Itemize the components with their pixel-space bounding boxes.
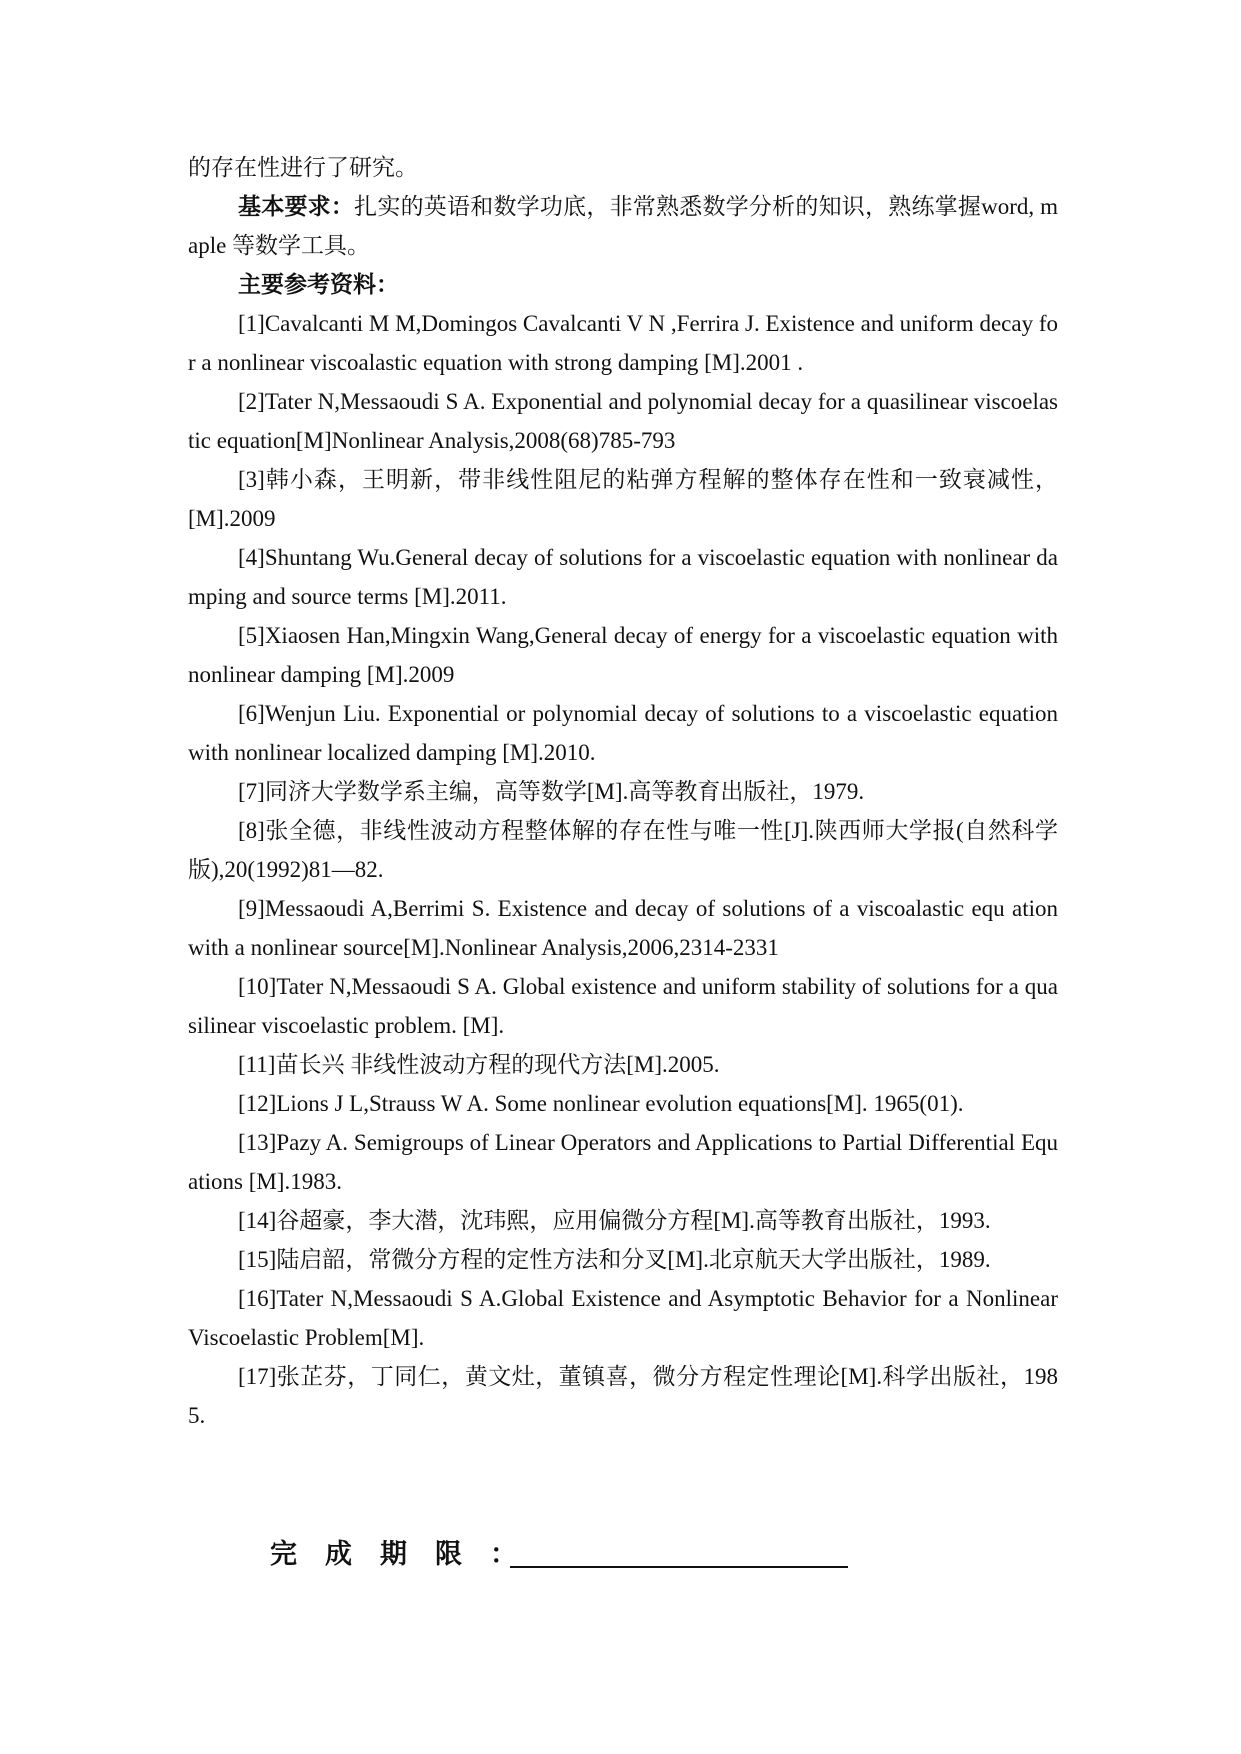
reference-item: [17]张芷芬，丁同仁，黄文灶，董镇喜，微分方程定性理论[M].科学出版社，1985. <box>188 1364 1058 1428</box>
reference-item: [13]Pazy A. Semigroups of Linear Operators and Applications to Partial Differential Equations [M].1983. <box>188 1130 1058 1194</box>
reference-item: [2]Tater N,Messaoudi S A. Exponential and polynomial decay for a quasilinear viscoelastic equation[M]Nonlinear Analysis,2008(68)785-793 <box>188 389 1058 453</box>
reference-item: [16]Tater N,Messaoudi S A.Global Existence and Asymptotic Behavior for a Nonlinear Viscoelastic Problem[M]. <box>188 1286 1058 1350</box>
reference-item: [14]谷超豪，李大潜，沈玮熙，应用偏微分方程[M].高等教育出版社，1993. <box>238 1208 991 1233</box>
reference-item: [5]Xiaosen Han,Mingxin Wang,General decay of energy for a viscoelastic equation with nonlinear damping [M].2009 <box>188 623 1058 687</box>
reference-item: [12]Lions J L,Strauss W A. Some nonlinear evolution equations[M]. 1965(01). <box>238 1091 964 1116</box>
reference-item: [3]韩小森，王明新，带非线性阻尼的粘弹方程解的整体存在性和一致衰减性，[M].2009 <box>188 467 1058 531</box>
reference-list <box>188 304 1058 1435</box>
requirements-paragraph <box>188 187 1058 265</box>
requirements-label: 基本要求： <box>238 194 355 219</box>
deadline-label: 完成期限： <box>270 1539 545 1570</box>
intro-tail: 的存在性进行了研究。 <box>188 155 418 180</box>
reference-item: [11]苗长兴 非线性波动方程的现代方法[M].2005. <box>238 1052 720 1077</box>
reference-item: [10]Tater N,Messaoudi S A. Global existence and uniform stability of solutions for a quasilinear viscoelastic problem. [M]. <box>188 974 1058 1038</box>
deadline-blank-line <box>510 1566 848 1568</box>
reference-item: [4]Shuntang Wu.General decay of solutions for a viscoelastic equation with nonlinear damping and source terms [M].2011. <box>188 545 1058 609</box>
references-heading: 主要参考资料： <box>238 272 399 297</box>
reference-item: [1]Cavalcanti M M,Domingos Cavalcanti V N ,Ferrira J. Existence and uniform decay for a nonlinear viscoalastic equation with strong damping [M].2001 . <box>188 311 1058 375</box>
requirements-text: 扎实的英语和数学功底，非常熟悉数学分析的知识，熟练掌握word, maple 等数学工具。 <box>188 194 1059 258</box>
reference-item: [15]陆启韶，常微分方程的定性方法和分叉[M].北京航天大学出版社，1989. <box>238 1247 991 1272</box>
reference-item: [7]同济大学数学系主编，高等数学[M].高等教育出版社，1979. <box>238 779 865 804</box>
document-body <box>188 148 1058 1435</box>
reference-item: [9]Messaoudi A,Berrimi S. Existence and decay of solutions of a viscoalastic equ ation with a nonlinear source[M].Nonlinear Analysis,2006,2314-2331 <box>188 896 1058 960</box>
reference-item: [8]张全德，非线性波动方程整体解的存在性与唯一性[J].陕西师大学报(自然科学版),20(1992)81—82. <box>188 818 1058 882</box>
reference-item: [6]Wenjun Liu. Exponential or polynomial decay of solutions to a viscoelastic equation with nonlinear localized damping [M].2010. <box>188 701 1058 765</box>
